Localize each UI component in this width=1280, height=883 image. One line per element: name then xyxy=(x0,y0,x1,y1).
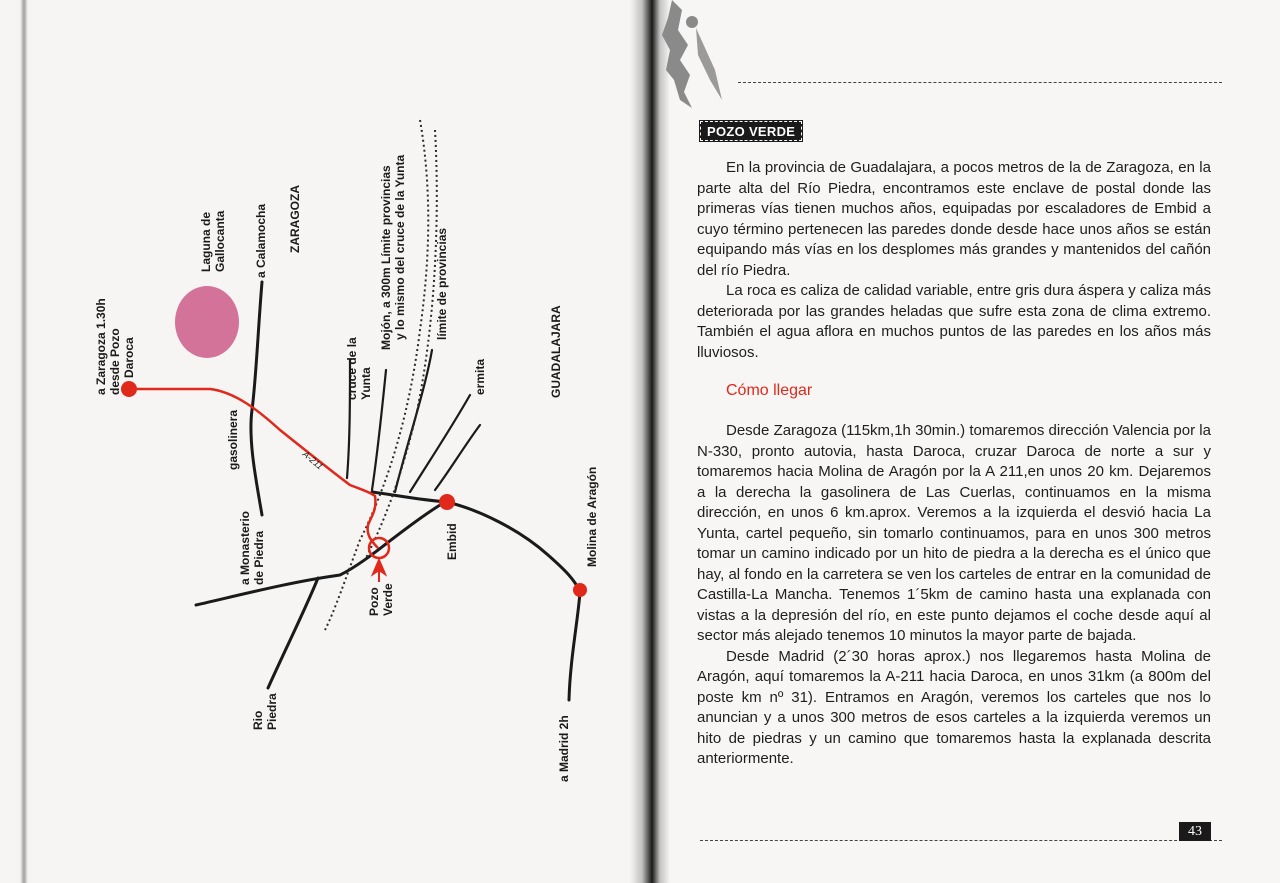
label-calamocha: a Calamocha xyxy=(254,203,268,278)
road-rio-piedra xyxy=(268,578,318,688)
label-daroca: Daroca xyxy=(122,337,136,378)
label-rio-piedra-2: Piedra xyxy=(265,693,279,730)
label-zaragoza-route-2: desde Pozo xyxy=(108,328,122,395)
road-mojon xyxy=(372,370,386,490)
label-cruce-1: cruce de la xyxy=(345,337,359,400)
label-molina: Molina de Aragón xyxy=(585,466,599,567)
provincial-boundary-1 xyxy=(325,120,428,630)
route-a211 xyxy=(137,389,378,548)
label-zaragoza-route-1: a Zaragoza 1.30h xyxy=(94,298,108,395)
label-cruce-2: Yunta xyxy=(359,367,373,400)
directions-text xyxy=(697,421,1211,770)
label-laguna-1: Laguna de xyxy=(199,211,213,272)
label-mojon-1: Mojón, a 300m Límite provincias xyxy=(379,165,393,350)
label-monasterio-1: a Monasterio xyxy=(238,510,252,585)
label-laguna-2: Gallocanta xyxy=(213,210,227,272)
road-calamocha xyxy=(251,282,262,515)
arrow-icon xyxy=(373,560,385,582)
page-number: 43 xyxy=(1179,822,1211,841)
label-road-a211: A-211 xyxy=(300,448,326,472)
label-embid: Embid xyxy=(445,523,459,560)
road-ermita xyxy=(410,395,470,492)
road-embid-north xyxy=(435,425,480,490)
intro-paragraph-2: La roca es caliza de calidad variable, entre gris dura áspera y caliza más deteriorada por las grandes heladas que sufre esta zona de clima extremo. También el agua aflora en muchos puntos de las paredes en los años más lluviosos. xyxy=(697,282,1211,361)
intro-text xyxy=(697,158,1211,363)
directions-paragraph-1: Desde Zaragoza (115km,1h 30min.) tomaremos dirección Valencia por la N-330, pronto autovia, hasta Daroca, cruzar Daroca de norte a sur y tomaremos hacia Molina de Aragón por la A 211,en unos 20 km. Dejaremos a la derecha la gasolinera de Las Cuerlas, continuamos en la misma dirección, en unos 6 km.aprox. Veremos a la izquierda el desvió hacia La Yunta, cartel pequeño, sin tomarlo continuamos, para en unos 300 metros tomar un camino indicado por un hito de piedra a la derecha es el único que hay, al fondo en la carretera se ven los carteles de entrar en la comunidad de Castilla-La Mancha. Tenemos 1´5km de camino hasta una explanada con vistas a la depresión del río, en este punto dejamos el coche desde aquí al sector más alejado tenemos 10 minutos la mayor parte de bajada. xyxy=(697,422,1211,644)
label-zaragoza-region: ZARAGOZA xyxy=(288,185,302,253)
label-mojon-2: y lo mismo del cruce de la Yunta xyxy=(393,154,407,340)
label-rio-piedra-1: Rio xyxy=(251,710,265,730)
road-limite xyxy=(395,350,432,492)
road-main-south xyxy=(196,505,440,605)
molina-dot xyxy=(573,583,587,597)
section-subheading: Cómo llegar xyxy=(726,382,813,399)
label-guadalajara: GUADALAJARA xyxy=(549,305,563,398)
label-monasterio-2: de Piedra xyxy=(252,530,266,585)
daroca-dot xyxy=(121,381,137,397)
section-tag: POZO VERDE xyxy=(700,121,802,141)
laguna-gallocanta-shape xyxy=(175,286,239,358)
label-limite: límite de provincias xyxy=(435,227,449,340)
embid-dot xyxy=(439,494,455,510)
climber-silhouette-icon xyxy=(660,0,740,110)
label-gasolinera: gasolinera xyxy=(226,409,240,470)
label-ermita: ermita xyxy=(473,358,487,395)
road-a211-junction xyxy=(372,492,447,502)
road-embid-molina xyxy=(447,502,580,592)
intro-paragraph-1: En la provincia de Guadalajara, a pocos metros de la de Zaragoza, en la parte alta del Río Piedra, encontramos este enclave de postal donde las primeras vías tienen muchos años, equipadas por escaladores de Embid a cuyo término pertenecen las paredes donde desde hace unos años se están equipando más vías en los desplomes más grandes y mantenidos del cañón del río Piedra. xyxy=(697,159,1211,279)
directions-paragraph-2: Desde Madrid (2´30 horas aprox.) nos llegaremos hasta Molina de Aragón, aquí tomaremos la A-211 hacia Daroca, en unos 31km (a 800m del poste km nº 31). Entramos en Aragón, veremos los carteles que nos lo anuncian y a unos 300 metros de esos carteles a la izquierda veremos un hito de piedras y un camino que tomaremos hasta la explanada descrita anteriormente. xyxy=(697,647,1211,767)
bottom-dashed-rule xyxy=(700,840,1222,841)
road-madrid xyxy=(569,592,580,700)
label-pozo-verde-1: Pozo xyxy=(367,587,381,616)
label-madrid: a Madrid 2h xyxy=(557,715,571,782)
label-pozo-verde-2: Verde xyxy=(381,583,395,616)
top-dashed-rule xyxy=(738,82,1222,83)
